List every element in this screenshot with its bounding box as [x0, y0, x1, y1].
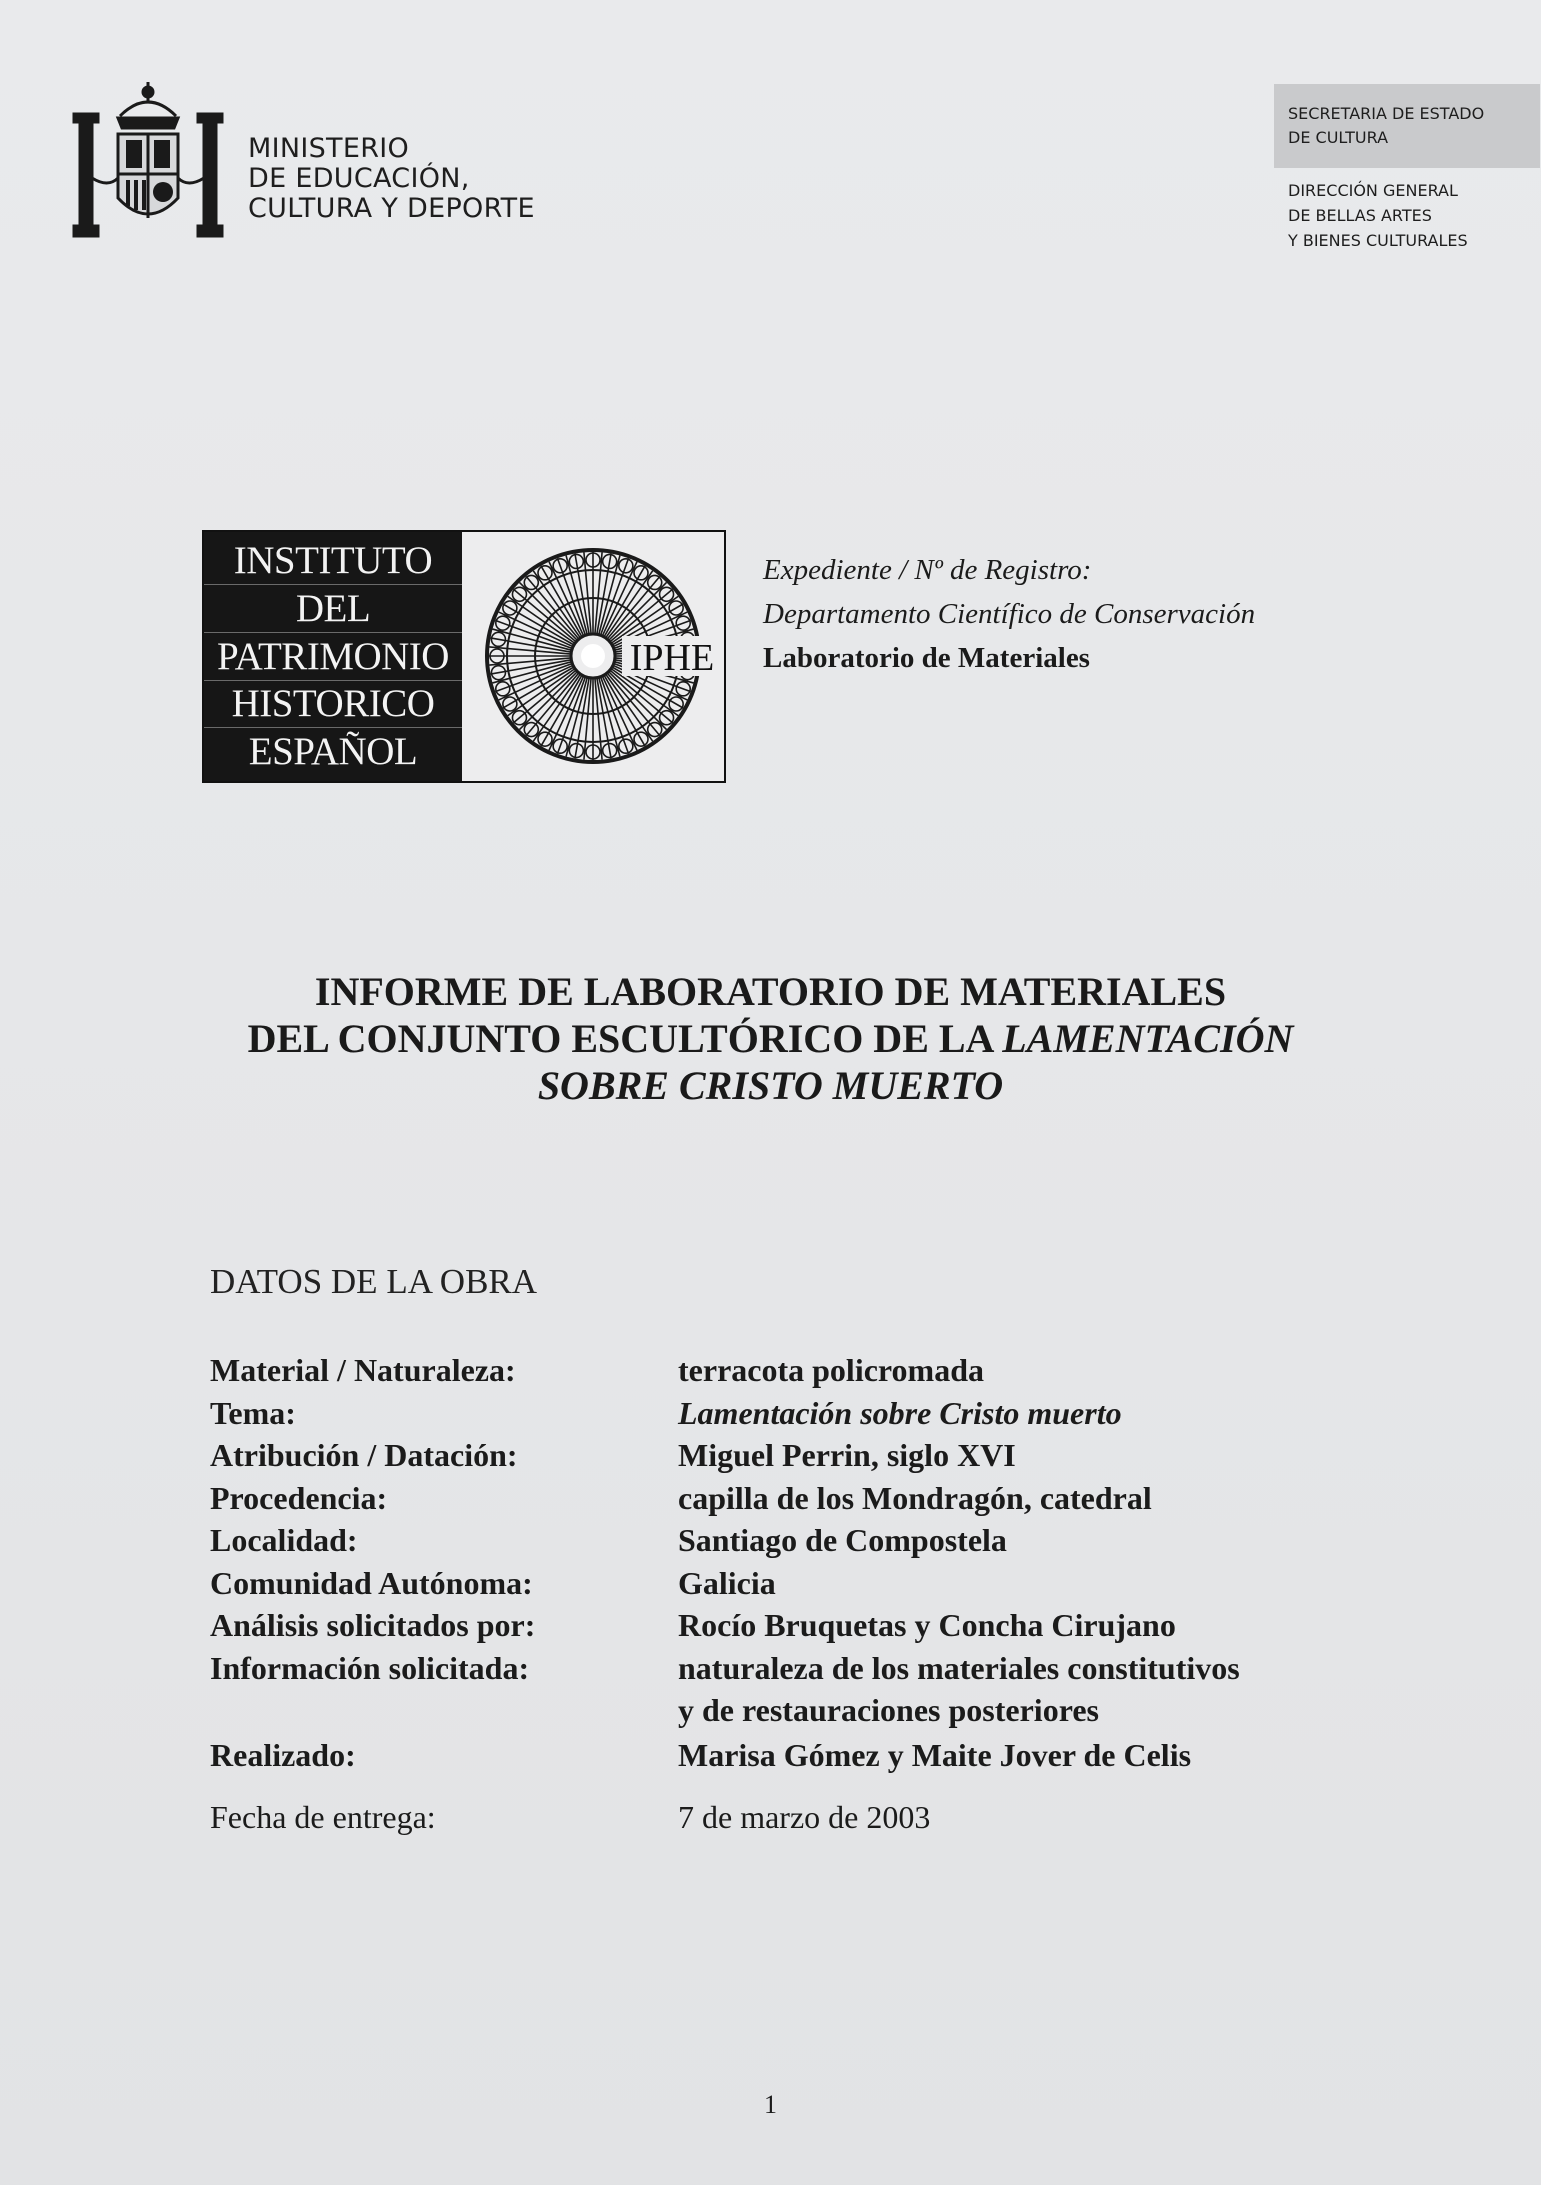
field-label: Fecha de entrega: [210, 1799, 436, 1835]
field-value: 7 de marzo de 2003 [678, 1799, 931, 1835]
institute-line: DEL [204, 586, 462, 633]
iphe-rose-window-icon [462, 532, 724, 781]
field-label: Tema: [210, 1394, 296, 1431]
field-label: Atribución / Datación: [210, 1437, 518, 1473]
expediente-block [763, 548, 1255, 680]
field-value: y de restauraciones posteriores [678, 1692, 1099, 1728]
ministry-line: DE EDUCACIÓN, [248, 163, 470, 194]
registro-label: Expediente / Nº de Registro: [763, 554, 1092, 586]
institute-line: ESPAÑOL [248, 730, 418, 773]
field-label: Localidad: [210, 1522, 358, 1558]
field-value: naturaleza de los materiales constitutivos [678, 1649, 1240, 1686]
field-label: Comunidad Autónoma: [210, 1564, 533, 1601]
field-label: Análisis solicitados por: [210, 1607, 536, 1643]
title-line: SOBRE CRISTO MUERTO [537, 1063, 1004, 1108]
direccion-line: DE BELLAS ARTES [1288, 206, 1432, 225]
ministry-line: MINISTERIO [248, 133, 410, 164]
field-value: Rocío Bruquetas y Concha Cirujano [678, 1607, 1176, 1643]
institute-line: HISTORICO [204, 681, 462, 728]
secretaria-line: DE CULTURA [1288, 128, 1389, 147]
iphe-institute-name [204, 532, 462, 781]
departamento-label: Departamento Científico de Conservación [763, 598, 1256, 630]
ministry-name [248, 134, 535, 224]
section-heading: DATOS DE LA OBRA [210, 1262, 538, 1301]
field-label: Material / Naturaleza: [210, 1352, 516, 1388]
field-value: capilla de los Mondragón, catedral [678, 1479, 1152, 1516]
iphe-acronym: IPHE [629, 637, 715, 679]
direccion-line: DIRECCIÓN GENERAL [1288, 181, 1458, 200]
title-line: INFORME DE LABORATORIO DE MATERIALES [314, 969, 1227, 1014]
field-label: Información solicitada: [210, 1649, 530, 1686]
page-number: 1 [764, 2090, 777, 2119]
field-label: Procedencia: [210, 1479, 388, 1516]
ministry-line: CULTURA Y DEPORTE [248, 193, 535, 224]
direccion-label [1288, 178, 1468, 253]
title-line [0, 1015, 1541, 1062]
field-value: Lamentación sobre Cristo muerto [678, 1394, 1122, 1431]
field-label: Realizado: [210, 1736, 356, 1773]
field-value: Marisa Gómez y Maite Jover de Celis [678, 1736, 1192, 1773]
direccion-line: Y BIENES CULTURALES [1288, 231, 1468, 250]
field-value: Galicia [678, 1564, 776, 1601]
report-title [0, 968, 1541, 1109]
title-text: DEL CONJUNTO ESCULTÓRICO DE LA [247, 1016, 1003, 1061]
iphe-logo [202, 530, 726, 783]
institute-line: INSTITUTO [204, 538, 462, 585]
field-value: Santiago de Compostela [678, 1522, 1007, 1558]
field-value: Miguel Perrin, siglo XVI [678, 1437, 1016, 1473]
secretaria-line: SECRETARIA DE ESTADO [1288, 104, 1485, 123]
institute-line: PATRIMONIO [204, 634, 462, 681]
secretaria-label [1288, 102, 1484, 150]
spanish-coat-of-arms-icon [68, 78, 228, 246]
laboratorio-label: Laboratorio de Materiales [763, 642, 1090, 674]
field-value: terracota policromada [678, 1352, 984, 1388]
title-italic-text: LAMENTACIÓN [1002, 1016, 1294, 1061]
